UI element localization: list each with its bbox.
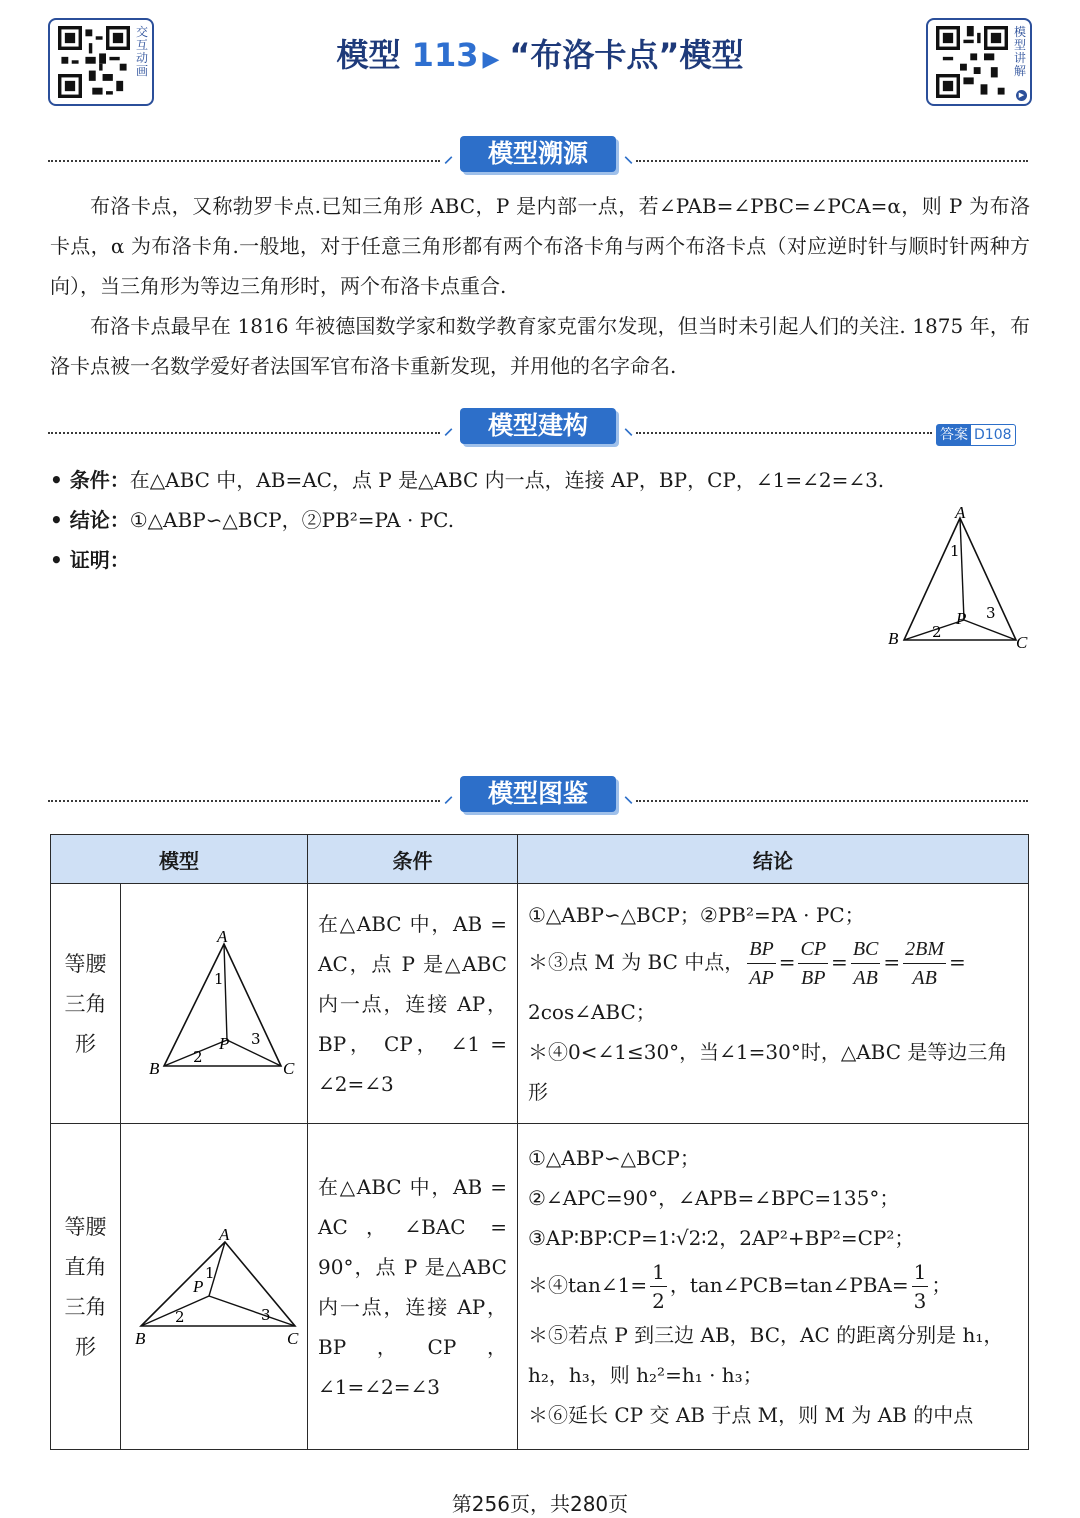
section-header-origin [48, 136, 1028, 176]
section-title: 模型溯源 [460, 136, 616, 172]
condition-line: • 条件：在△ABC 中，AB=AC，点 P 是△ABC 内一点，连接 AP，BP，CP，∠1=∠2=∠3. [50, 468, 885, 492]
model-figure [121, 1124, 308, 1450]
dotted-divider [636, 160, 1028, 162]
vertex-label-c: C [283, 1058, 295, 1078]
angle-label-1: 1 [204, 1263, 215, 1282]
title-number: 113 [411, 36, 479, 74]
point-label-p: P [956, 609, 967, 628]
section-title: 模型图鉴 [460, 776, 616, 812]
title-text: “布洛卡点”模型 [509, 36, 744, 74]
dotted-divider [48, 432, 440, 434]
point-label-p: P [219, 1033, 230, 1053]
model-gallery-table [50, 834, 1029, 1450]
vertex-label-b: B [134, 1328, 145, 1348]
table-row [51, 1124, 1029, 1450]
fraction: $\frac{CP}{BP}$ [798, 935, 828, 992]
model-figure [121, 884, 308, 1124]
bracket-tick-icon: ⸜ [624, 146, 633, 167]
bracket-tick-icon: ⸝ [444, 418, 453, 439]
model-condition: 在△ABC 中，AB = AC，点 P 是△ABC 内一点，连接 AP，BP， CP， ∠1 = ∠2=∠3 [308, 884, 518, 1124]
fraction: $\frac{BP}{AP}$ [747, 935, 775, 992]
fraction: $\frac{1}{2}$ [652, 1260, 665, 1313]
vertex-label-b: B [149, 1058, 160, 1078]
vertex-label-a: A [955, 503, 966, 522]
conclusion-line: • 结论：①△ABP∽△BCP，②PB²=PA · PC. [50, 508, 455, 532]
model-name: 等腰三角形 [51, 884, 121, 1124]
section-title: 模型建构 [460, 408, 616, 444]
triangle-arrow-icon: ▶ [482, 47, 500, 72]
title-prefix: 模型 [336, 36, 401, 74]
vertex-label-c: C [1016, 633, 1028, 652]
vertex-label-b: B [888, 629, 899, 648]
conclusion-item: 2cos∠ABC； [528, 1000, 656, 1024]
angle-label-1: 1 [950, 542, 960, 560]
vertex-label-c: C [286, 1328, 298, 1348]
table-row [51, 884, 1029, 1124]
bracket-tick-icon: ⸜ [624, 418, 633, 439]
conclusion-item: ③AP∶BP∶CP=1∶√2∶2，2AP²+BP²=CP²； [528, 1226, 915, 1250]
origin-paragraph-1: 布洛卡点，又称勃罗卡点.已知三角形 ABC，P 是内部一点，若∠PAB=∠PBC=∠PCA=α，则 P 为布洛卡点，α 为布洛卡角.一般地，对于任意三角形都有两个布洛卡角与两个布洛卡点（对应逆时针与顺时针两种方向），当三角形为等边三角形时，两个布洛卡点重合. [50, 194, 1030, 298]
proof-label: 证明： [69, 548, 130, 572]
condition-text: 在△ABC 中，AB=AC，点 P 是△ABC 内一点，连接 AP，BP，CP，∠1=∠2=∠3. [129, 468, 885, 492]
fraction: $\frac{2BM}{AB}$ [903, 935, 946, 992]
bracket-tick-icon: ⸝ [444, 786, 453, 807]
angle-label-3: 3 [260, 1305, 271, 1324]
vertex-label-a: A [218, 1224, 229, 1244]
section-header-construct [48, 408, 1028, 448]
dotted-divider [636, 800, 1028, 802]
conclusion-label: 结论： [69, 508, 130, 532]
point-label-p: P [192, 1276, 203, 1296]
condition-label: 条件： [69, 468, 130, 492]
answer-code: D108 [974, 427, 1012, 443]
conclusion-item: ①△ABP∽△BCP； [528, 1146, 700, 1170]
model-name: 等腰直角三角形 [51, 1124, 121, 1450]
qr-right-label: 模型讲解 [1013, 25, 1026, 78]
angle-label-2: 2 [193, 1047, 203, 1066]
isosceles-triangle-figure [129, 922, 299, 1082]
model-conclusion [518, 884, 1029, 1124]
conclusion-item-ratio: ＊③点 M 为 BC 中点， $\frac{BP}{AP}$ = $\frac{CP}{BP}$ = $\frac{BC}{AB}$ = $\frac{2BM}{AB}$ = [528, 935, 1018, 992]
vertex-label-a: A [217, 926, 228, 946]
proof-line: • 证明： [50, 548, 130, 572]
conclusion-item: ①△ABP∽△BCP；②PB²=PA · PC； [528, 903, 865, 927]
answer-label: 答案 [937, 425, 971, 445]
angle-label-2: 2 [932, 623, 942, 641]
angle-label-2: 2 [174, 1307, 185, 1326]
conclusion-item: ＊⑤若点 P 到三边 AB，BC，AC 的距离分别是 h₁，h₂，h₃，则 h₂²=h₁ · h₃； [528, 1323, 1004, 1387]
origin-paragraph-2: 布洛卡点最早在 1816 年被德国数学家和数学教育家克雷尔发现，但当时未引起人们的关注. 1875 年，布洛卡点被一名数学爱好者法国军官布洛卡重新发现，并用他的名字命名. [50, 314, 1030, 378]
dotted-divider [48, 800, 440, 802]
conclusion-item: ＊⑥延长 CP 交 AB 于点 M，则 M 为 AB 的中点 [528, 1403, 974, 1427]
isosceles-right-triangle-figure [127, 1220, 302, 1350]
model-conclusion [518, 1124, 1029, 1450]
qr-left-label: 交互动画 [135, 25, 148, 78]
brocard-isosceles-figure [880, 500, 1030, 660]
bracket-tick-icon: ⸝ [444, 146, 453, 167]
dotted-divider [48, 160, 440, 162]
conclusion-text: ①△ABP∽△BCP，②PB²=PA · PC. [129, 508, 455, 532]
origin-text [50, 186, 1030, 386]
page-title [0, 30, 1080, 76]
bracket-tick-icon: ⸜ [624, 786, 633, 807]
angle-label-1: 1 [214, 969, 224, 988]
fraction: $\frac{1}{3}$ [913, 1260, 927, 1313]
table-header-row [51, 835, 1029, 884]
header-conclusion: 结论 [518, 835, 1029, 884]
dotted-divider [636, 432, 932, 434]
header-condition: 条件 [308, 835, 518, 884]
section-header-gallery [48, 776, 1028, 816]
model-condition: 在△ABC 中，AB = AC，∠BAC = 90°，点 P 是△ABC 内一点，连接 AP，BP，CP，∠1=∠2=∠3 [308, 1124, 518, 1450]
page-footer: 第256页，共280页 [451, 1492, 629, 1516]
angle-label-3: 3 [986, 604, 996, 622]
header-model: 模型 [51, 835, 308, 884]
answer-reference-badge[interactable] [936, 424, 1016, 446]
conclusion-item: ＊④0<∠1≤30°，当∠1=30°时，△ABC 是等边三角形 [528, 1040, 1008, 1104]
conclusion-item-tan: ＊④tan∠1= $\frac{1}{2}$ ，tan∠PCB=tan∠PBA= $\frac{1}{3}$ ； [528, 1260, 952, 1313]
fraction: $\frac{BC}{AB}$ [851, 935, 881, 992]
conclusion-item: ②∠APC=90°，∠APB=∠BPC=135°； [528, 1186, 900, 1210]
angle-label-3: 3 [251, 1029, 261, 1048]
play-icon: ▶ [1016, 90, 1027, 101]
